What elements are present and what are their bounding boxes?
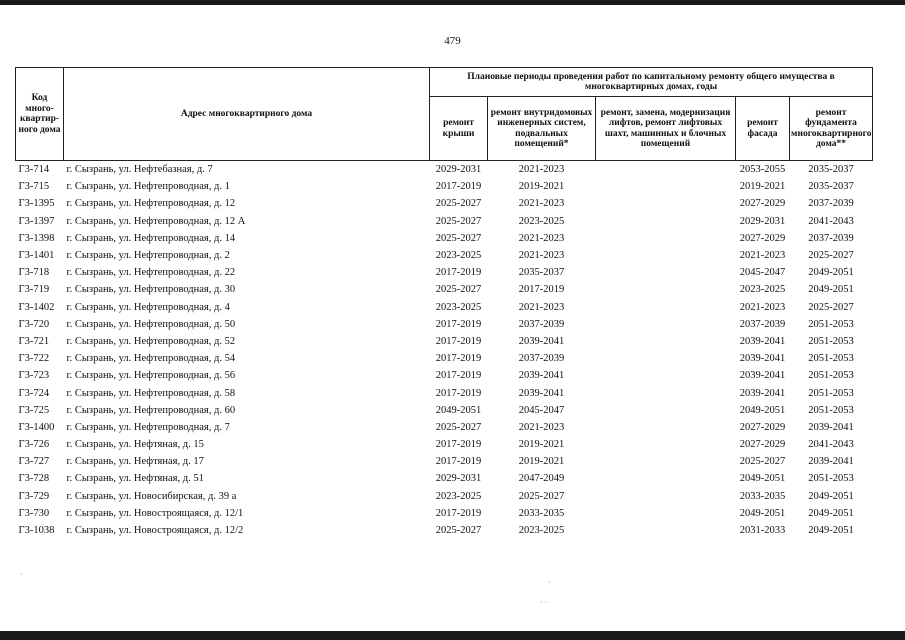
cell-foundation: 2025-2027 <box>808 301 854 313</box>
table-row <box>16 505 873 522</box>
table-row <box>16 299 873 316</box>
table-row <box>16 488 873 505</box>
cell-roof: 2025-2027 <box>435 232 482 244</box>
table-row <box>16 161 873 179</box>
cell-foundation: 2051-2053 <box>808 404 854 416</box>
cell-engineering: 2021-2023 <box>518 198 565 210</box>
cell-foundation: 2041-2043 <box>808 215 854 227</box>
cell-code: Г3-1400 <box>18 421 55 433</box>
cell-roof: 2025-2027 <box>435 215 482 227</box>
cell-foundation: 2049-2051 <box>808 267 854 279</box>
cell-code: Г3-728 <box>18 473 50 485</box>
cell-engineering: 2037-2039 <box>518 318 565 330</box>
cell-engineering: 2039-2041 <box>518 387 565 399</box>
cell-elevators <box>596 264 736 281</box>
cell-code: Г3-715 <box>18 181 50 193</box>
cell-foundation: 2025-2027 <box>808 250 854 262</box>
cell-code: Г3-1398 <box>18 232 55 244</box>
scan-speck: · · <box>540 598 548 607</box>
table-row <box>16 247 873 264</box>
cell-address: г. Сызрань, ул. Нефтяная, д. 17 <box>66 456 204 468</box>
cell-code: Г3-720 <box>18 318 50 330</box>
cell-roof: 2017-2019 <box>435 507 482 519</box>
cell-roof: 2049-2051 <box>435 404 482 416</box>
table-row <box>16 333 873 350</box>
cell-elevators <box>596 505 736 522</box>
cell-foundation: 2051-2053 <box>808 387 854 399</box>
cell-roof: 2023-2025 <box>435 490 482 502</box>
capital-repair-table <box>15 67 873 539</box>
cell-foundation: 2049-2051 <box>808 525 854 537</box>
cell-roof: 2017-2019 <box>435 267 482 279</box>
cell-address: г. Сызрань, ул. Нефтепроводная, д. 50 <box>66 318 236 330</box>
cell-facade: 2049-2051 <box>739 404 786 416</box>
cell-engineering: 2039-2041 <box>518 370 565 382</box>
cell-roof: 2017-2019 <box>435 353 482 365</box>
cell-foundation: 2051-2053 <box>808 335 854 347</box>
table-body <box>16 161 873 540</box>
cell-foundation: 2037-2039 <box>808 232 854 244</box>
cell-facade: 2053-2055 <box>736 161 790 179</box>
table-row <box>16 453 873 470</box>
cell-facade: 2039-2041 <box>739 335 786 347</box>
cell-roof: 2025-2027 <box>435 284 482 296</box>
cell-facade: 2033-2035 <box>739 490 786 502</box>
table-row <box>16 470 873 487</box>
cell-facade: 2027-2029 <box>739 421 786 433</box>
cell-code: Г3-719 <box>18 284 50 296</box>
cell-foundation: 2049-2051 <box>808 284 854 296</box>
cell-code: Г3-721 <box>18 335 50 347</box>
cell-facade: 2049-2051 <box>739 473 786 485</box>
table-row <box>16 436 873 453</box>
cell-roof: 2017-2019 <box>435 370 482 382</box>
header-foundation: ремонт фундамента многоквартирного дома** <box>790 97 873 161</box>
table-row <box>16 264 873 281</box>
cell-facade: 2027-2029 <box>739 232 786 244</box>
cell-code: Г3-725 <box>18 404 50 416</box>
cell-roof: 2025-2027 <box>435 421 482 433</box>
cell-address: г. Сызрань, ул. Нефтебазная, д. 7 <box>64 161 430 179</box>
table-row <box>16 195 873 212</box>
cell-foundation: 2051-2053 <box>808 370 854 382</box>
cell-address: г. Сызрань, ул. Нефтепроводная, д. 7 <box>66 421 230 433</box>
cell-engineering: 2039-2041 <box>518 335 565 347</box>
cell-code: Г3-1397 <box>18 215 55 227</box>
cell-roof: 2017-2019 <box>435 456 482 468</box>
cell-elevators <box>596 316 736 333</box>
scan-top-border <box>0 0 905 5</box>
cell-foundation: 2049-2051 <box>808 490 854 502</box>
table-row <box>16 213 873 230</box>
table-header <box>16 68 873 161</box>
cell-roof: 2023-2025 <box>435 301 482 313</box>
cell-address: г. Сызрань, ул. Нефтепроводная, д. 22 <box>66 267 236 279</box>
cell-roof: 2029-2031 <box>430 161 488 179</box>
cell-address: г. Сызрань, ул. Нефтепроводная, д. 1 <box>66 181 230 193</box>
table-row <box>16 367 873 384</box>
cell-roof: 2017-2019 <box>435 181 482 193</box>
cell-roof: 2025-2027 <box>435 525 482 537</box>
cell-address: г. Сызрань, ул. Нефтяная, д. 15 <box>66 439 204 451</box>
cell-engineering: 2033-2035 <box>518 507 565 519</box>
cell-elevators <box>596 384 736 401</box>
cell-engineering: 2035-2037 <box>518 267 565 279</box>
cell-address: г. Сызрань, ул. Нефтепроводная, д. 4 <box>66 301 230 313</box>
cell-code: Г3-1038 <box>18 525 55 537</box>
scan-bottom-border <box>0 631 905 640</box>
header-address: Адрес многоквартирного дома <box>64 68 430 161</box>
cell-facade: 2039-2041 <box>739 387 786 399</box>
cell-code: Г3-714 <box>16 161 64 179</box>
table-row <box>16 402 873 419</box>
cell-engineering: 2019-2021 <box>518 439 565 451</box>
cell-code: Г3-723 <box>18 370 50 382</box>
cell-engineering: 2017-2019 <box>518 284 565 296</box>
cell-foundation: 2039-2041 <box>808 456 854 468</box>
cell-facade: 2025-2027 <box>739 456 786 468</box>
cell-address: г. Сызрань, ул. Нефтепроводная, д. 12 А <box>66 215 246 227</box>
cell-engineering: 2021-2023 <box>488 161 596 179</box>
cell-code: Г3-727 <box>18 456 50 468</box>
cell-foundation: 2035-2037 <box>790 161 873 179</box>
cell-address: г. Сызрань, ул. Нефтяная, д. 51 <box>66 473 204 485</box>
cell-elevators <box>596 470 736 487</box>
cell-address: г. Сызрань, ул. Новостроящаяся, д. 12/2 <box>66 525 244 537</box>
cell-code: Г3-718 <box>18 267 50 279</box>
cell-address: г. Сызрань, ул. Нефтепроводная, д. 52 <box>66 335 236 347</box>
cell-foundation: 2049-2051 <box>808 507 854 519</box>
table-row <box>16 419 873 436</box>
cell-roof: 2017-2019 <box>435 318 482 330</box>
cell-address: г. Сызрань, ул. Нефтепроводная, д. 54 <box>66 353 236 365</box>
cell-code: Г3-724 <box>18 387 50 399</box>
cell-code: Г3-722 <box>18 353 50 365</box>
cell-facade: 2029-2031 <box>739 215 786 227</box>
table-row <box>16 230 873 247</box>
cell-roof: 2017-2019 <box>435 439 482 451</box>
cell-code: Г3-729 <box>18 490 50 502</box>
header-facade: ремонт фасада <box>736 97 790 161</box>
cell-facade: 2021-2023 <box>739 301 786 313</box>
cell-foundation: 2035-2037 <box>808 181 854 193</box>
cell-facade: 2039-2041 <box>739 353 786 365</box>
cell-facade: 2039-2041 <box>739 370 786 382</box>
cell-address: г. Сызрань, ул. Нефтепроводная, д. 56 <box>66 370 236 382</box>
cell-facade: 2021-2023 <box>739 250 786 262</box>
cell-elevators <box>596 230 736 247</box>
cell-engineering: 2021-2023 <box>518 301 565 313</box>
cell-address: г. Сызрань, ул. Нефтепроводная, д. 12 <box>66 198 236 210</box>
cell-roof: 2023-2025 <box>435 250 482 262</box>
cell-address: г. Сызрань, ул. Нефтепроводная, д. 30 <box>66 284 236 296</box>
cell-engineering: 2047-2049 <box>518 473 565 485</box>
cell-elevators <box>596 178 736 195</box>
cell-engineering: 2037-2039 <box>518 353 565 365</box>
cell-roof: 2017-2019 <box>435 335 482 347</box>
cell-address: г. Сызрань, ул. Нефтепроводная, д. 2 <box>66 250 230 262</box>
cell-facade: 2027-2029 <box>739 198 786 210</box>
cell-roof: 2029-2031 <box>435 473 482 485</box>
cell-engineering: 2021-2023 <box>518 232 565 244</box>
table-row <box>16 522 873 539</box>
cell-foundation: 2039-2041 <box>808 421 854 433</box>
cell-foundation: 2051-2053 <box>808 353 854 365</box>
cell-facade: 2049-2051 <box>739 507 786 519</box>
table-row <box>16 178 873 195</box>
cell-engineering: 2021-2023 <box>518 421 565 433</box>
cell-engineering: 2019-2021 <box>518 456 565 468</box>
cell-elevators <box>596 436 736 453</box>
header-code: Код много-квартир-ного дома <box>16 68 64 161</box>
cell-code: Г3-1401 <box>18 250 55 262</box>
cell-elevators <box>596 488 736 505</box>
cell-engineering: 2023-2025 <box>518 215 565 227</box>
cell-engineering: 2023-2025 <box>518 525 565 537</box>
cell-facade: 2019-2021 <box>739 181 786 193</box>
cell-elevators <box>596 402 736 419</box>
cell-facade: 2027-2029 <box>739 439 786 451</box>
header-periods: Плановые периоды проведения работ по капитальному ремонту общего имущества в многоквартирных домах, годы <box>430 68 873 97</box>
table-row <box>16 384 873 401</box>
cell-engineering: 2021-2023 <box>518 250 565 262</box>
cell-roof: 2017-2019 <box>435 387 482 399</box>
cell-foundation: 2041-2043 <box>808 439 854 451</box>
cell-foundation: 2037-2039 <box>808 198 854 210</box>
cell-engineering: 2045-2047 <box>518 404 565 416</box>
cell-elevators <box>596 367 736 384</box>
cell-facade: 2045-2047 <box>739 267 786 279</box>
cell-foundation: 2051-2053 <box>808 473 854 485</box>
cell-address: г. Сызрань, ул. Нефтепроводная, д. 60 <box>66 404 236 416</box>
table-row <box>16 350 873 367</box>
cell-elevators <box>596 281 736 298</box>
cell-code: Г3-730 <box>18 507 50 519</box>
cell-elevators <box>596 213 736 230</box>
cell-elevators <box>596 299 736 316</box>
cell-facade: 2031-2033 <box>739 525 786 537</box>
scan-speck: · <box>548 578 551 587</box>
cell-code: Г3-1395 <box>18 198 55 210</box>
cell-elevators <box>596 453 736 470</box>
cell-facade: 2037-2039 <box>739 318 786 330</box>
header-engineering: ремонт внутридомовых инженерных систем, подвальных помещений* <box>488 97 596 161</box>
page-number: 479 <box>444 35 461 47</box>
cell-elevators <box>596 333 736 350</box>
cell-elevators <box>596 247 736 264</box>
header-elevators: ремонт, замена, модернизация лифтов, ремонт лифтовых шахт, машинных и блочных помещений <box>596 97 736 161</box>
cell-elevators <box>596 522 736 539</box>
cell-code: Г3-726 <box>18 439 50 451</box>
table-row <box>16 316 873 333</box>
cell-roof: 2025-2027 <box>435 198 482 210</box>
cell-elevators <box>596 419 736 436</box>
cell-engineering: 2025-2027 <box>518 490 565 502</box>
scan-speck: · <box>20 570 23 579</box>
cell-elevators <box>596 350 736 367</box>
cell-address: г. Сызрань, ул. Нефтепроводная, д. 14 <box>66 232 236 244</box>
cell-address: г. Сызрань, ул. Новосибирская, д. 39 а <box>66 490 237 502</box>
cell-elevators <box>596 195 736 212</box>
cell-foundation: 2051-2053 <box>808 318 854 330</box>
cell-elevators <box>596 161 736 179</box>
header-roof: ремонт крыши <box>430 97 488 161</box>
cell-code: Г3-1402 <box>18 301 55 313</box>
cell-engineering: 2019-2021 <box>518 181 565 193</box>
cell-address: г. Сызрань, ул. Нефтепроводная, д. 58 <box>66 387 236 399</box>
table-row <box>16 281 873 298</box>
cell-facade: 2023-2025 <box>739 284 786 296</box>
cell-address: г. Сызрань, ул. Новостроящаяся, д. 12/1 <box>66 507 244 519</box>
